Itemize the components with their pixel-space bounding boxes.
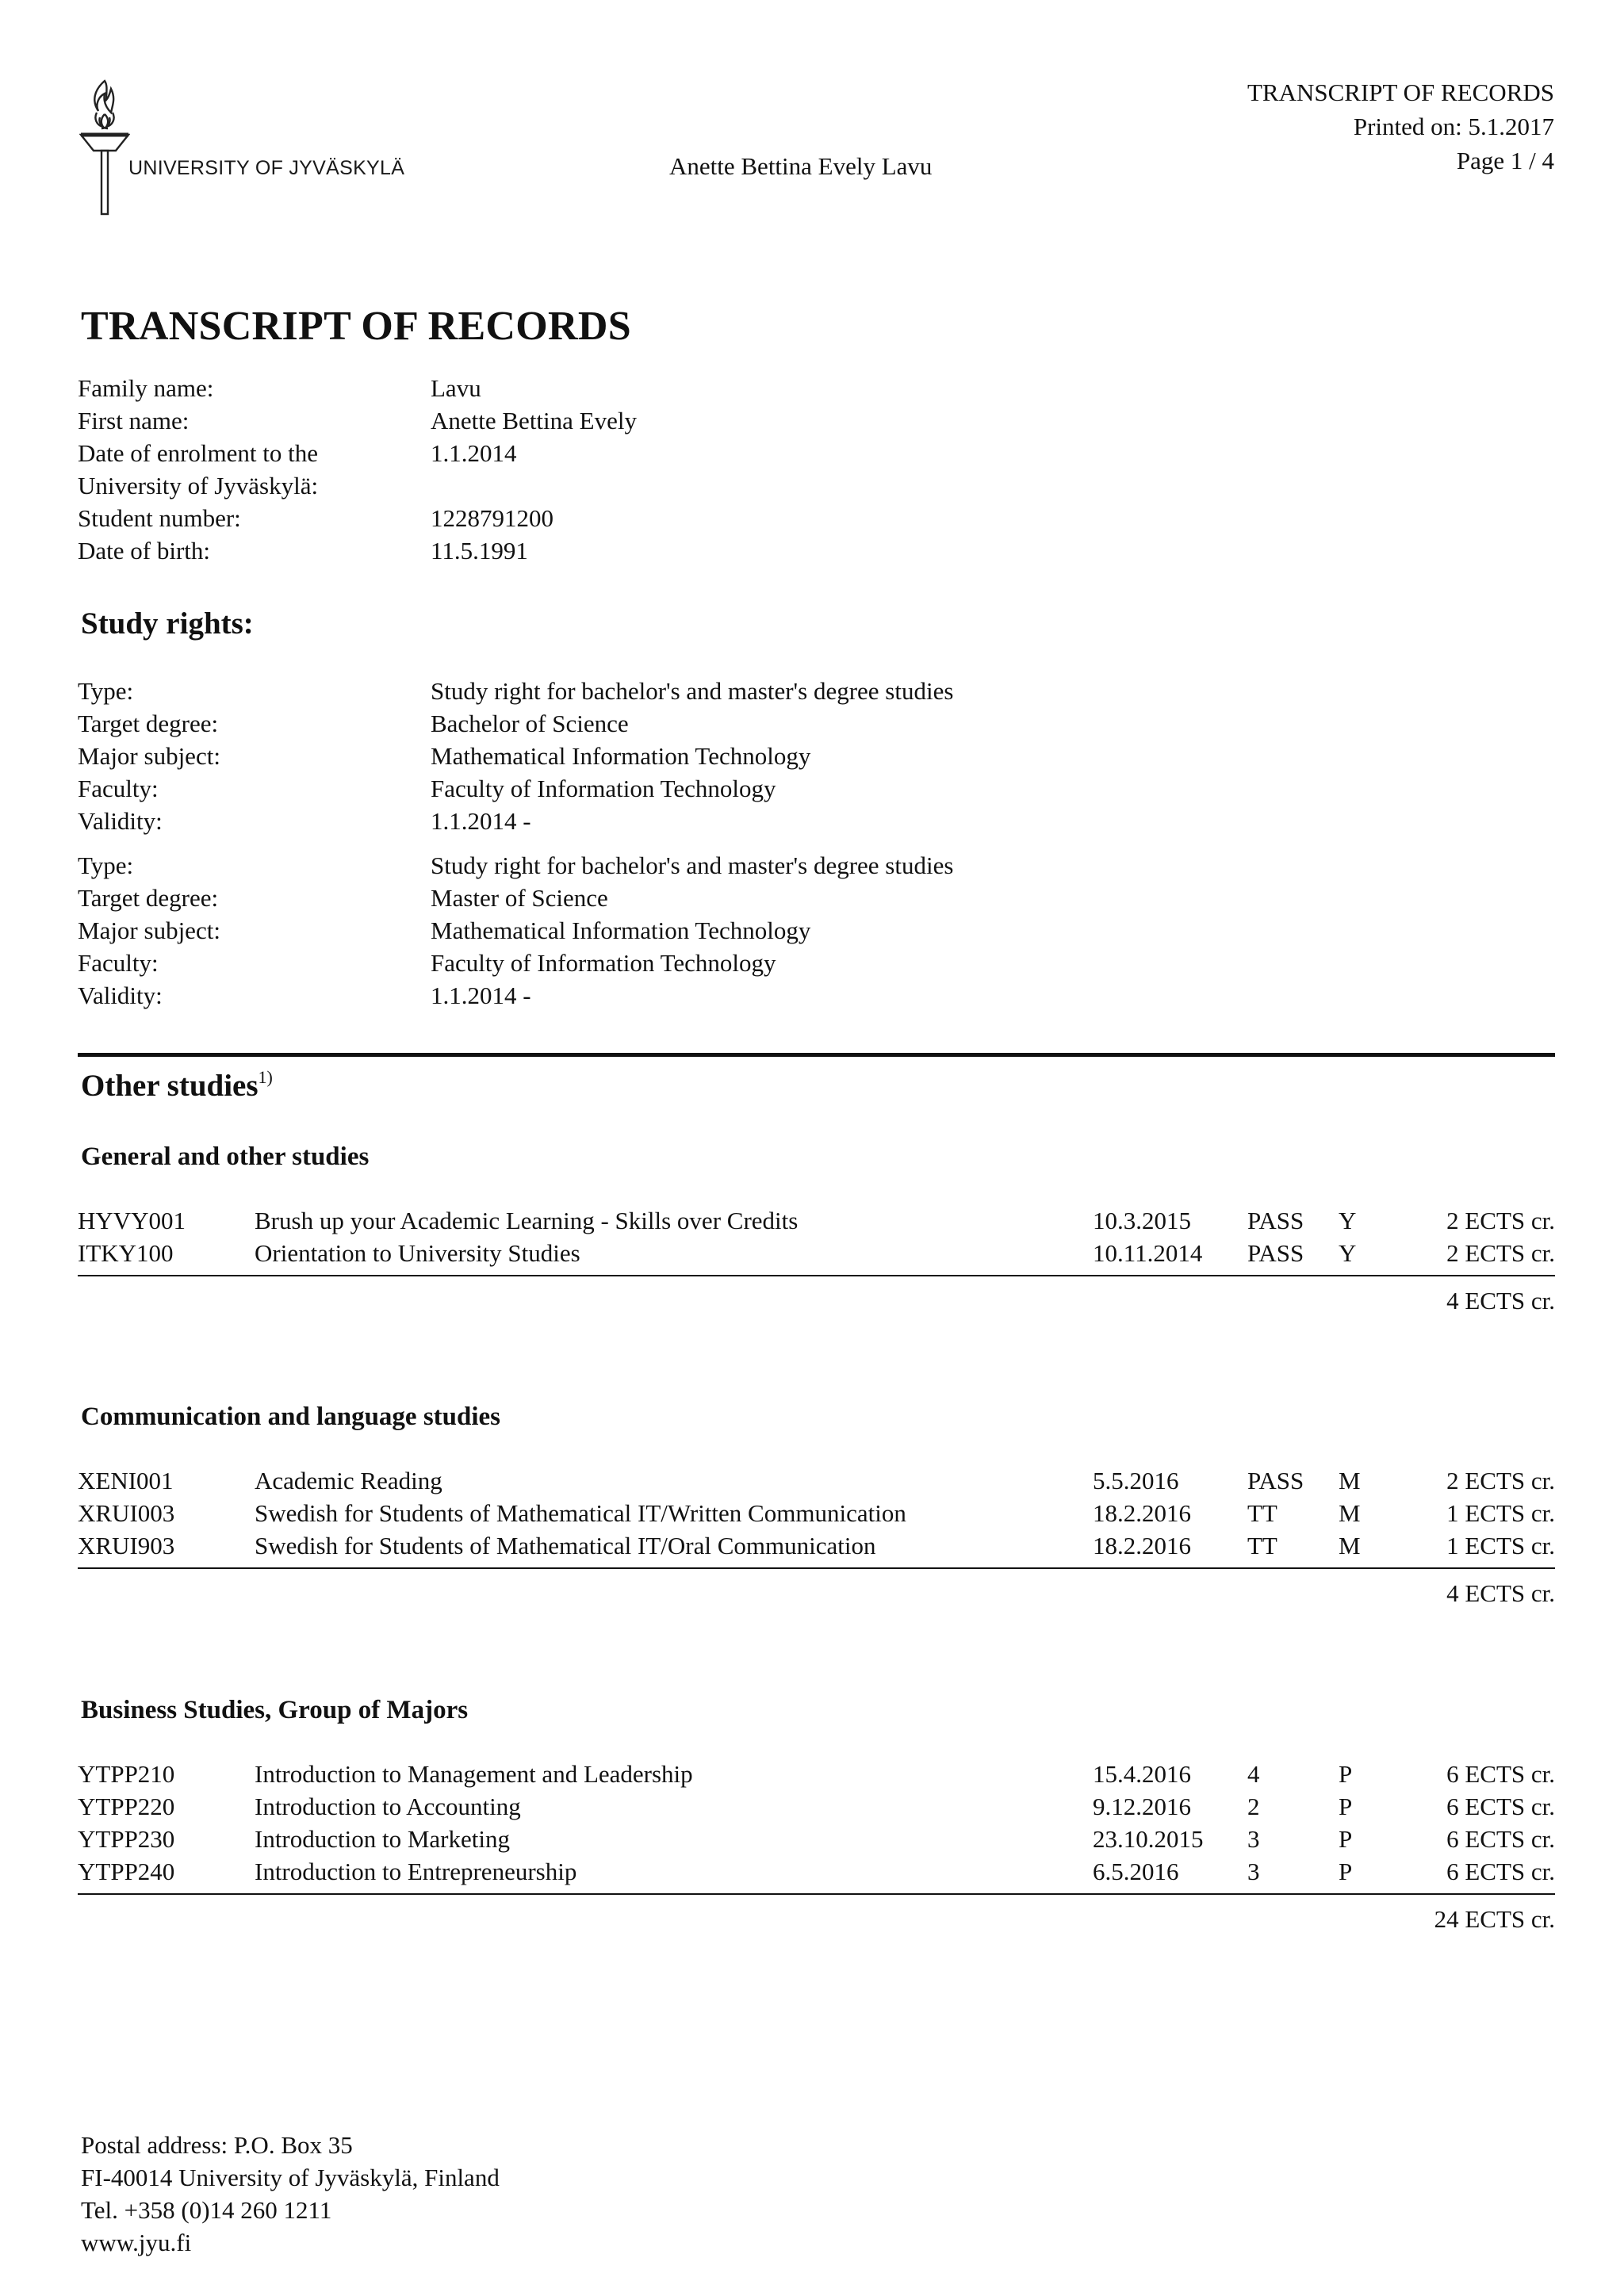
course-code: HYVY001 — [78, 1207, 186, 1234]
course-row — [78, 1530, 1555, 1563]
printed-on: Printed on: 5.1.2017 — [1353, 113, 1554, 140]
group-heading: General and other studies — [81, 1142, 370, 1171]
study-right-label: Target degree: — [78, 710, 219, 737]
header-info — [1247, 75, 1554, 178]
course-name: Swedish for Students of Mathematical IT/Written Communication — [255, 1499, 906, 1527]
group-heading: Communication and language studies — [81, 1402, 501, 1431]
group-total: 4 ECTS cr. — [1446, 1287, 1555, 1314]
total-rule — [78, 1893, 1555, 1895]
study-right-label: Faculty: — [78, 775, 159, 802]
course-code: XRUI003 — [78, 1499, 175, 1527]
course-name: Introduction to Marketing — [255, 1825, 510, 1853]
course-row — [78, 1205, 1555, 1238]
course-credits: 1 ECTS cr. — [1446, 1499, 1555, 1527]
course-date: 5.5.2016 — [1093, 1467, 1179, 1494]
course-row — [78, 1856, 1555, 1888]
course-credits: 2 ECTS cr. — [1446, 1467, 1555, 1494]
study-right-label: Type: — [78, 677, 134, 705]
header-student-name: Anette Bettina Evely Lavu — [669, 152, 933, 180]
course-date: 10.11.2014 — [1093, 1239, 1203, 1267]
course-name: Orientation to University Studies — [255, 1239, 580, 1267]
study-right-label: Validity: — [78, 807, 163, 835]
info-label: Date of birth: — [78, 537, 211, 564]
document-title: TRANSCRIPT OF RECORDS — [81, 304, 631, 349]
course-credits: 6 ECTS cr. — [1446, 1825, 1555, 1853]
footer-line: Tel. +358 (0)14 260 1211 — [81, 2196, 332, 2224]
info-value: 1.1.2014 — [431, 439, 517, 467]
info-value: Lavu — [431, 374, 481, 402]
course-name: Introduction to Management and Leadership — [255, 1760, 693, 1788]
postal-address — [81, 2129, 500, 2259]
course-row — [78, 1465, 1555, 1498]
course-grade: PASS — [1247, 1467, 1304, 1494]
study-right-value: Faculty of Information Technology — [431, 775, 776, 802]
course-code: XENI001 — [78, 1467, 174, 1494]
course-row — [78, 1498, 1555, 1530]
course-credits: 6 ECTS cr. — [1446, 1858, 1555, 1885]
course-name: Academic Reading — [255, 1467, 442, 1494]
header-doc-label: TRANSCRIPT OF RECORDS — [1247, 78, 1554, 106]
study-right-value: Study right for bachelor's and master's degree studies — [431, 677, 954, 705]
course-grade: PASS — [1247, 1239, 1304, 1267]
info-value: Anette Bettina Evely — [431, 407, 637, 434]
course-credits: 2 ECTS cr. — [1446, 1207, 1555, 1234]
personal-info — [78, 373, 1029, 579]
course-scale: P — [1339, 1825, 1353, 1853]
footnote-marker: 1) — [258, 1067, 273, 1087]
course-scale: M — [1339, 1467, 1361, 1494]
course-code: YTPP240 — [78, 1858, 175, 1885]
footer-line: Postal address: P.O. Box 35 — [81, 2131, 353, 2159]
page-number: Page 1 / 4 — [1456, 147, 1554, 174]
section-divider — [78, 1053, 1555, 1057]
course-code: YTPP230 — [78, 1825, 175, 1853]
course-code: YTPP220 — [78, 1793, 175, 1820]
study-right-label: Faculty: — [78, 949, 159, 977]
study-right-value: Master of Science — [431, 884, 608, 912]
course-credits: 6 ECTS cr. — [1446, 1793, 1555, 1820]
course-scale: P — [1339, 1760, 1353, 1788]
course-scale: M — [1339, 1499, 1361, 1527]
study-right-value: Mathematical Information Technology — [431, 742, 811, 770]
other-studies-title: Other studies — [81, 1069, 259, 1103]
study-right-label: Validity: — [78, 982, 163, 1009]
study-right-value: Bachelor of Science — [431, 710, 629, 737]
course-name: Brush up your Academic Learning - Skills over Credits — [255, 1207, 799, 1234]
university-logo — [79, 78, 420, 216]
group-total: 4 ECTS cr. — [1446, 1579, 1555, 1607]
study-right-value: Mathematical Information Technology — [431, 916, 811, 944]
study-right-label: Type: — [78, 851, 134, 879]
course-name: Introduction to Entrepreneurship — [255, 1858, 577, 1885]
study-right-value: 1.1.2014 - — [431, 807, 531, 835]
course-scale: M — [1339, 1532, 1361, 1559]
study-right-block — [78, 675, 1267, 842]
study-right-block — [78, 850, 1267, 1016]
course-row — [78, 1791, 1555, 1823]
course-grade: TT — [1247, 1499, 1277, 1527]
course-grade: TT — [1247, 1532, 1277, 1559]
group-total: 24 ECTS cr. — [1434, 1905, 1555, 1933]
info-label: Family name: — [78, 374, 214, 402]
course-date: 6.5.2016 — [1093, 1858, 1179, 1885]
course-row — [78, 1238, 1555, 1270]
course-scale: Y — [1339, 1239, 1357, 1267]
total-rule — [78, 1275, 1555, 1276]
course-name: Swedish for Students of Mathematical IT/Oral Communication — [255, 1532, 876, 1559]
total-rule — [78, 1567, 1555, 1569]
info-value: 1228791200 — [431, 504, 553, 532]
study-right-value: Study right for bachelor's and master's degree studies — [431, 851, 954, 879]
info-label: Student number: — [78, 504, 241, 532]
course-date: 23.10.2015 — [1093, 1825, 1204, 1853]
course-grade: 4 — [1247, 1760, 1260, 1788]
course-date: 15.4.2016 — [1093, 1760, 1191, 1788]
study-right-label: Major subject: — [78, 916, 220, 944]
course-scale: P — [1339, 1858, 1353, 1885]
university-name: UNIVERSITY OF JYVÄSKYLÄ — [128, 157, 405, 179]
course-row — [78, 1823, 1555, 1856]
torch-icon — [79, 78, 130, 216]
study-right-label: Major subject: — [78, 742, 220, 770]
course-credits: 1 ECTS cr. — [1446, 1532, 1555, 1559]
study-right-value: Faculty of Information Technology — [431, 949, 776, 977]
info-value: 11.5.1991 — [431, 537, 528, 564]
course-scale: P — [1339, 1793, 1353, 1820]
group-heading: Business Studies, Group of Majors — [81, 1696, 469, 1724]
info-label: University of Jyväskylä: — [78, 472, 319, 499]
course-date: 18.2.2016 — [1093, 1499, 1191, 1527]
course-scale: Y — [1339, 1207, 1357, 1234]
footer-website: www.jyu.fi — [81, 2229, 192, 2256]
course-grade: 2 — [1247, 1793, 1260, 1820]
footer-line: FI-40014 University of Jyväskylä, Finland — [81, 2164, 500, 2191]
course-code: XRUI903 — [78, 1532, 175, 1559]
course-grade: 3 — [1247, 1858, 1260, 1885]
info-label: Date of enrolment to the — [78, 439, 319, 467]
course-credits: 6 ECTS cr. — [1446, 1760, 1555, 1788]
course-date: 10.3.2015 — [1093, 1207, 1191, 1234]
course-grade: PASS — [1247, 1207, 1304, 1234]
course-grade: 3 — [1247, 1825, 1260, 1853]
study-right-value: 1.1.2014 - — [431, 982, 531, 1009]
course-date: 9.12.2016 — [1093, 1793, 1191, 1820]
course-name: Introduction to Accounting — [255, 1793, 521, 1820]
course-date: 18.2.2016 — [1093, 1532, 1191, 1559]
info-label: First name: — [78, 407, 190, 434]
course-row — [78, 1758, 1555, 1791]
study-rights-heading: Study rights: — [81, 607, 254, 641]
other-studies-heading — [81, 1066, 273, 1107]
course-code: ITKY100 — [78, 1239, 174, 1267]
course-code: YTPP210 — [78, 1760, 175, 1788]
course-credits: 2 ECTS cr. — [1446, 1239, 1555, 1267]
study-right-label: Target degree: — [78, 884, 219, 912]
